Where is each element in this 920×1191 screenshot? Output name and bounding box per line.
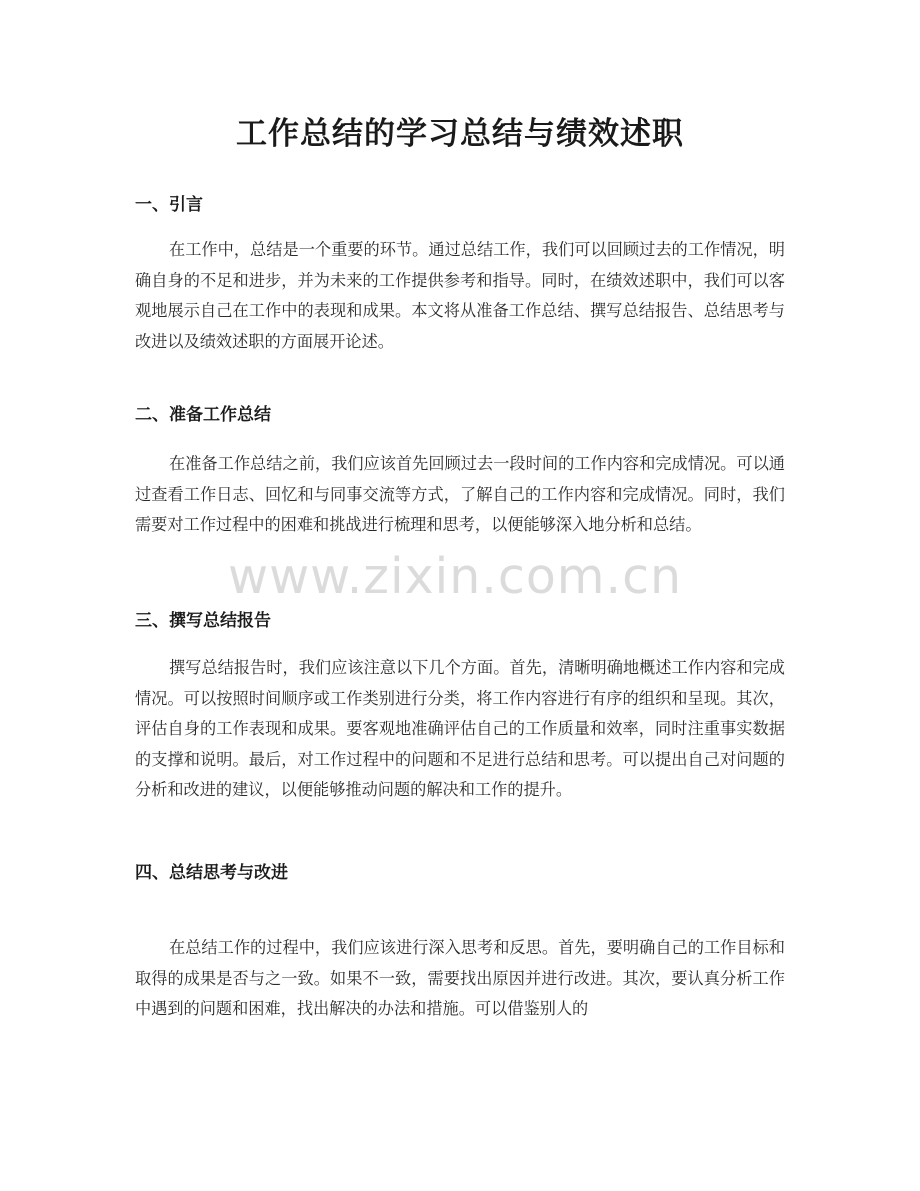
- section-heading-reflect: 四、总结思考与改进: [135, 863, 288, 883]
- section-paragraph-report: 撰写总结报告时，我们应该注意以下几个方面。首先，清晰明确地概述工作内容和完成情况。可以按照时间顺序或工作类别进行分类，将工作内容进行有序的组织和呈现。其次，评估自身的工作表现和成果。要客观地准确评估自己的工作质量和效率，同时注重事实数据的支撑和说明。最后，对工作过程中的问题和不足进行总结和思考。可以提出自己对问题的分析和改进的建议，以便能够推动问题的解决和工作的提升。: [135, 658, 785, 799]
- section-heading-report: 三、撰写总结报告: [135, 611, 271, 631]
- section-paragraph-prepare: 在准备工作总结之前，我们应该首先回顾过去一段时间的工作内容和完成情况。可以通过查看工作日志、回忆和与同事交流等方式，了解自己的工作内容和完成情况。同时，我们需要对工作过程中的困难和挑战进行梳理和思考，以便能够深入地分析和总结。: [135, 454, 785, 534]
- document-page: [135, 0, 785, 1191]
- section-heading-prepare: 二、准备工作总结: [135, 405, 271, 425]
- section-heading-intro: 一、引言: [135, 195, 203, 215]
- page-title: 工作总结的学习总结与绩效述职: [236, 116, 684, 152]
- section-paragraph-reflect: 在总结工作的过程中，我们应该进行深入思考和反思。首先，要明确自己的工作目标和取得的成果是否与之一致。如果不一致，需要找出原因并进行改进。其次，要认真分析工作中遇到的问题和困难，找出解决的办法和措施。可以借鉴别人的: [135, 938, 785, 1018]
- section-paragraph-intro: 在工作中，总结是一个重要的环节。通过总结工作，我们可以回顾过去的工作情况，明确自身的不足和进步，并为未来的工作提供参考和指导。同时，在绩效述职中，我们可以客观地展示自己在工作中的表现和成果。本文将从准备工作总结、撰写总结报告、总结思考与改进以及绩效述职的方面展开论述。: [135, 240, 785, 351]
- watermark-text: www.zixin.com.cn: [228, 548, 683, 605]
